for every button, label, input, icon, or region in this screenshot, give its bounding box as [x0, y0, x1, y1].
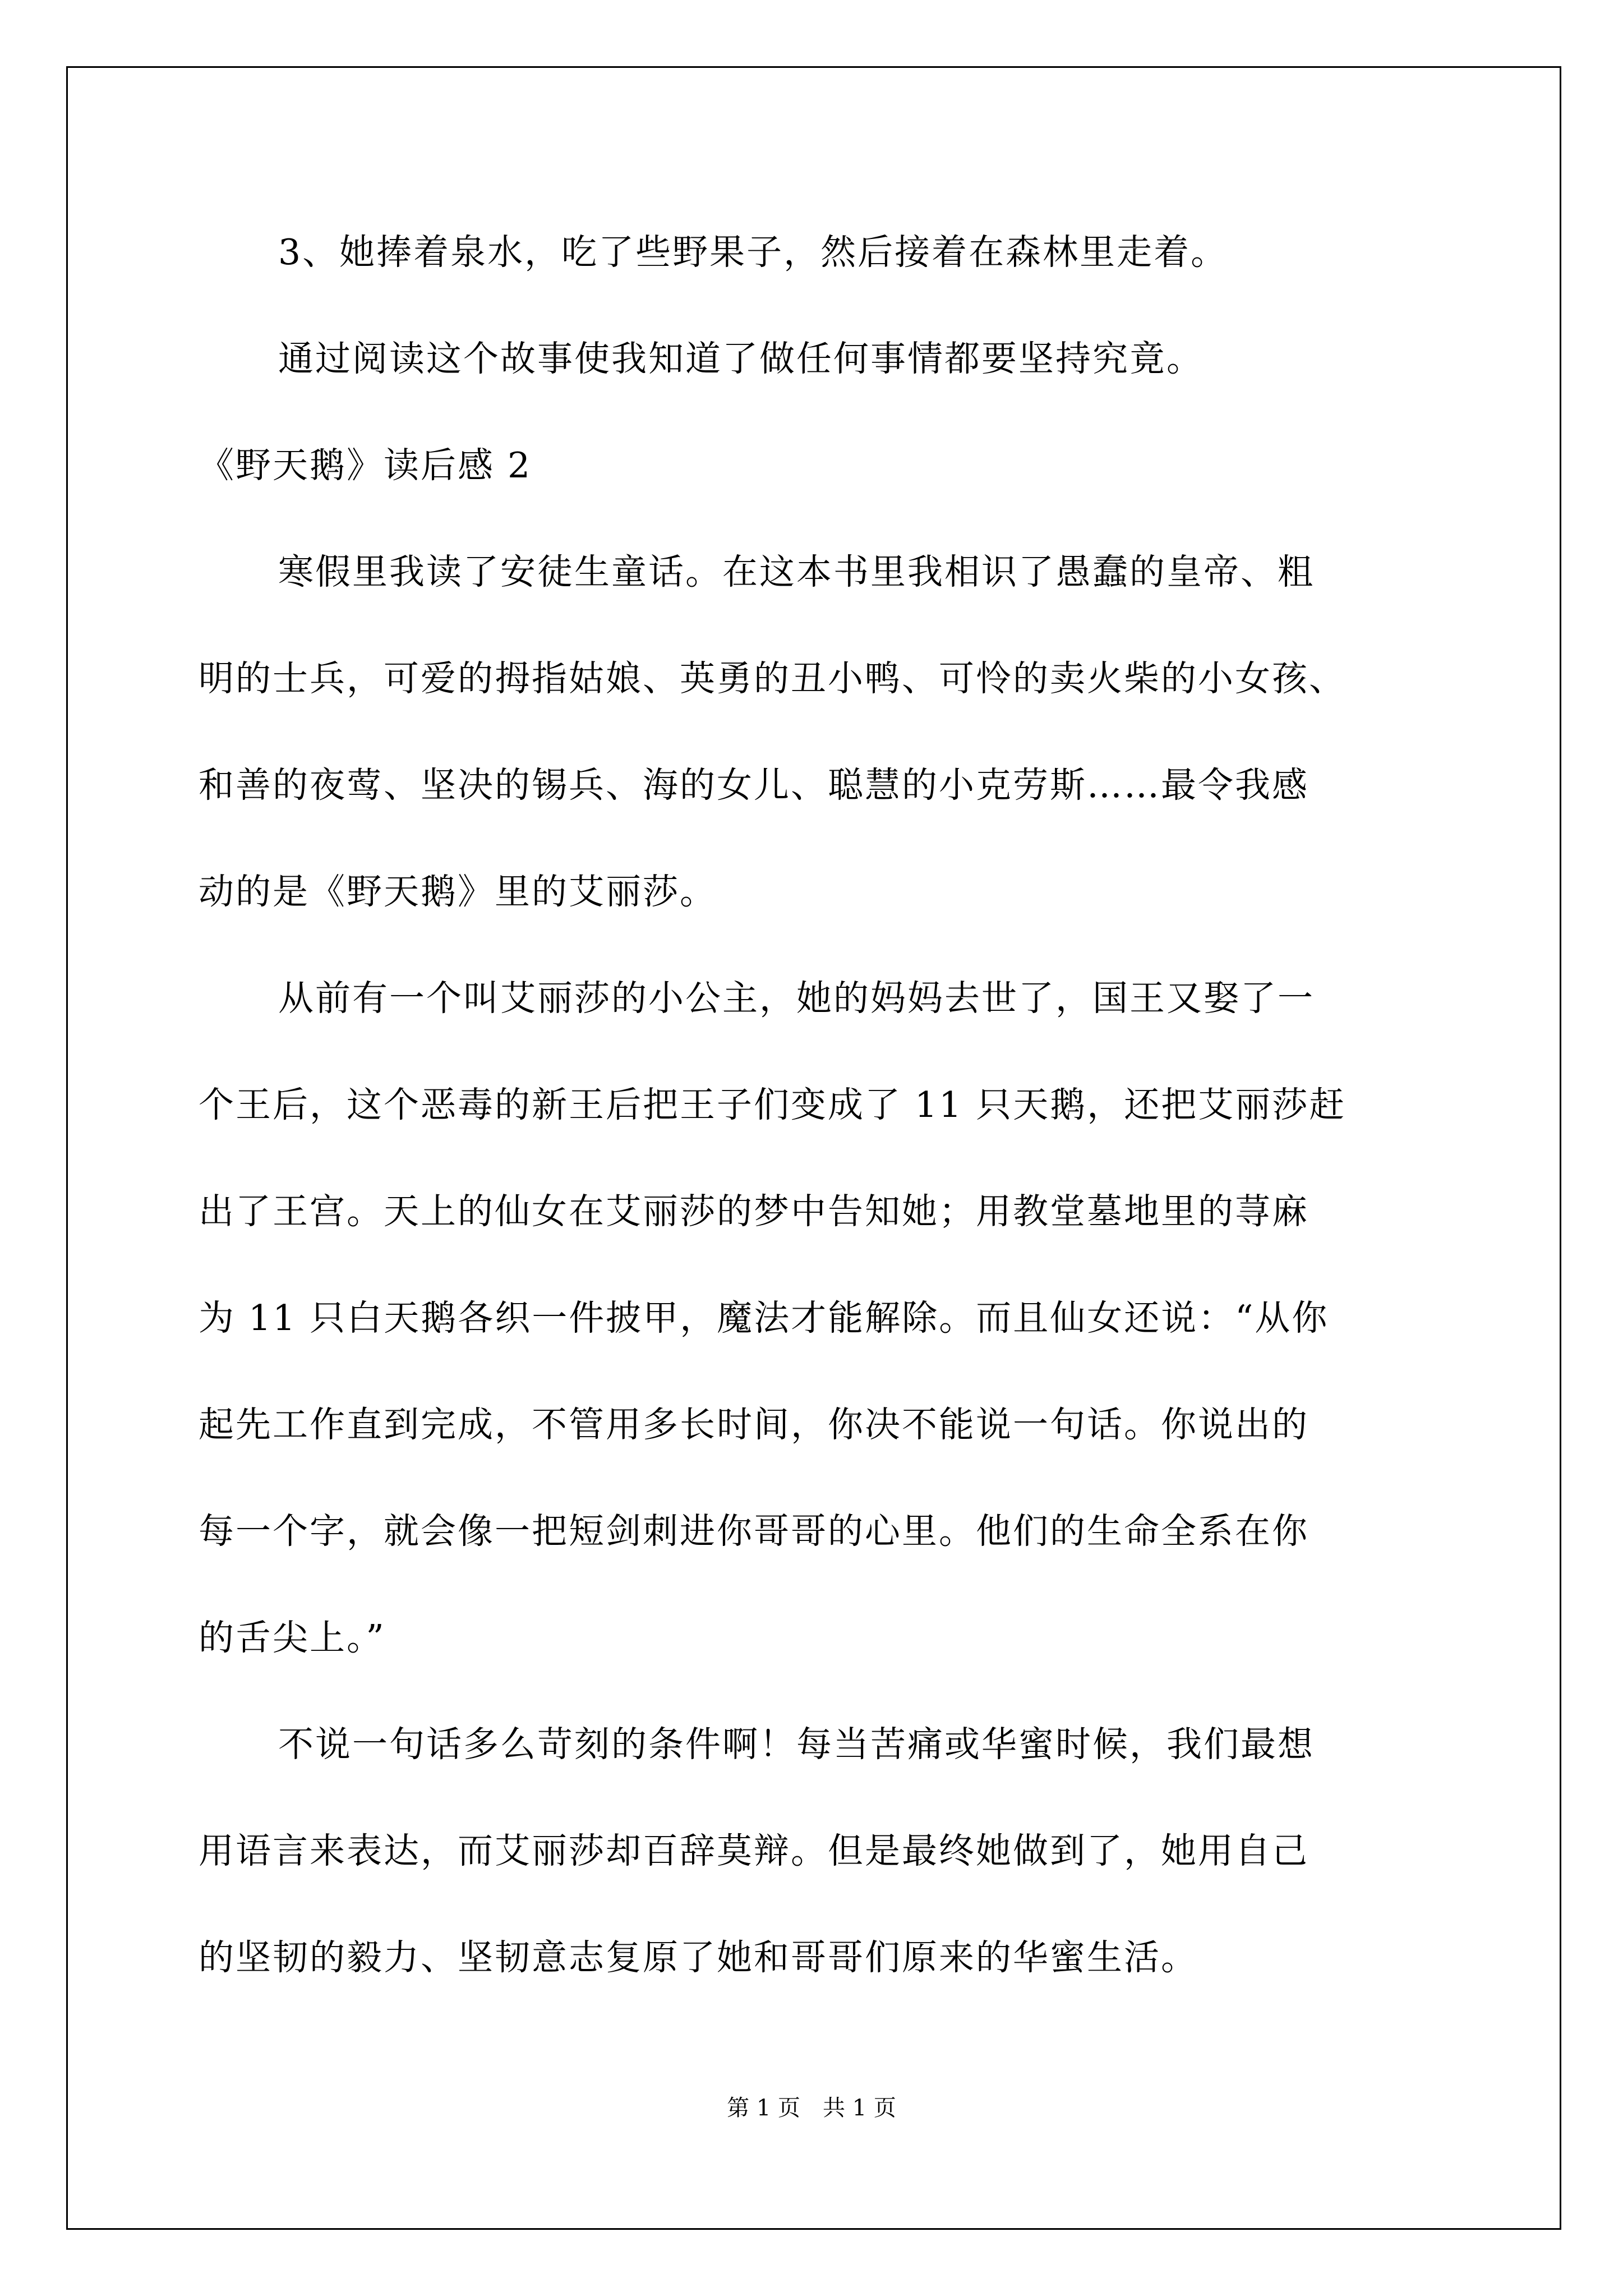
- paragraph-line: 明的士兵，可爱的拇指姑娘、英勇的丑小鸭、可怜的卖火柴的小女孩、: [199, 658, 1346, 699]
- paragraph-line: 不说一句话多么苛刻的条件啊！每当苦痛或华蜜时候，我们最想: [278, 1724, 1315, 1765]
- paragraph-line: 和善的夜莺、坚决的锡兵、海的女儿、聪慧的小克劳斯……最令我感: [199, 765, 1309, 806]
- paragraph-line: 从前有一个叫艾丽莎的小公主，她的妈妈去世了，国王又娶了一: [278, 978, 1315, 1019]
- paragraph-line: 起先工作直到完成，不管用多长时间，你决不能说一句话。你说出的: [199, 1404, 1309, 1445]
- paragraph-line: 的舌尖上。”: [199, 1617, 386, 1658]
- paragraph-line: 寒假里我读了安徒生童话。在这本书里我相识了愚蠢的皇帝、粗: [278, 551, 1315, 592]
- paragraph-line: 用语言来表达，而艾丽莎却百辞莫辩。但是最终她做到了，她用自己: [199, 1830, 1309, 1871]
- paragraph-line: 动的是《野天鹅》里的艾丽莎。: [199, 871, 717, 912]
- paragraph-line: 出了王宫。天上的仙女在艾丽莎的梦中告知她；用教堂墓地里的荨麻: [199, 1191, 1309, 1232]
- paragraph-line: 通过阅读这个故事使我知道了做任何事情都要坚持究竟。: [278, 338, 1204, 379]
- section-heading: 《野天鹅》读后感 2: [199, 445, 532, 486]
- page-border: [66, 66, 1561, 2230]
- paragraph-line: 的坚韧的毅力、坚韧意志复原了她和哥哥们原来的华蜜生活。: [199, 1937, 1198, 1978]
- page-footer: 第 1 页 共 1 页: [727, 2095, 896, 2121]
- paragraph-line: 3、她捧着泉水，吃了些野果子，然后接着在森林里走着。: [278, 232, 1228, 273]
- paragraph-line: 每一个字，就会像一把短剑刺进你哥哥的心里。他们的生命全系在你: [199, 1511, 1309, 1552]
- paragraph-line: 个王后，这个恶毒的新王后把王子们变成了 11 只天鹅，还把艾丽莎赶: [199, 1084, 1347, 1125]
- paragraph-line: 为 11 只白天鹅各织一件披甲，魔法才能解除。而且仙女还说：“从你: [199, 1297, 1329, 1338]
